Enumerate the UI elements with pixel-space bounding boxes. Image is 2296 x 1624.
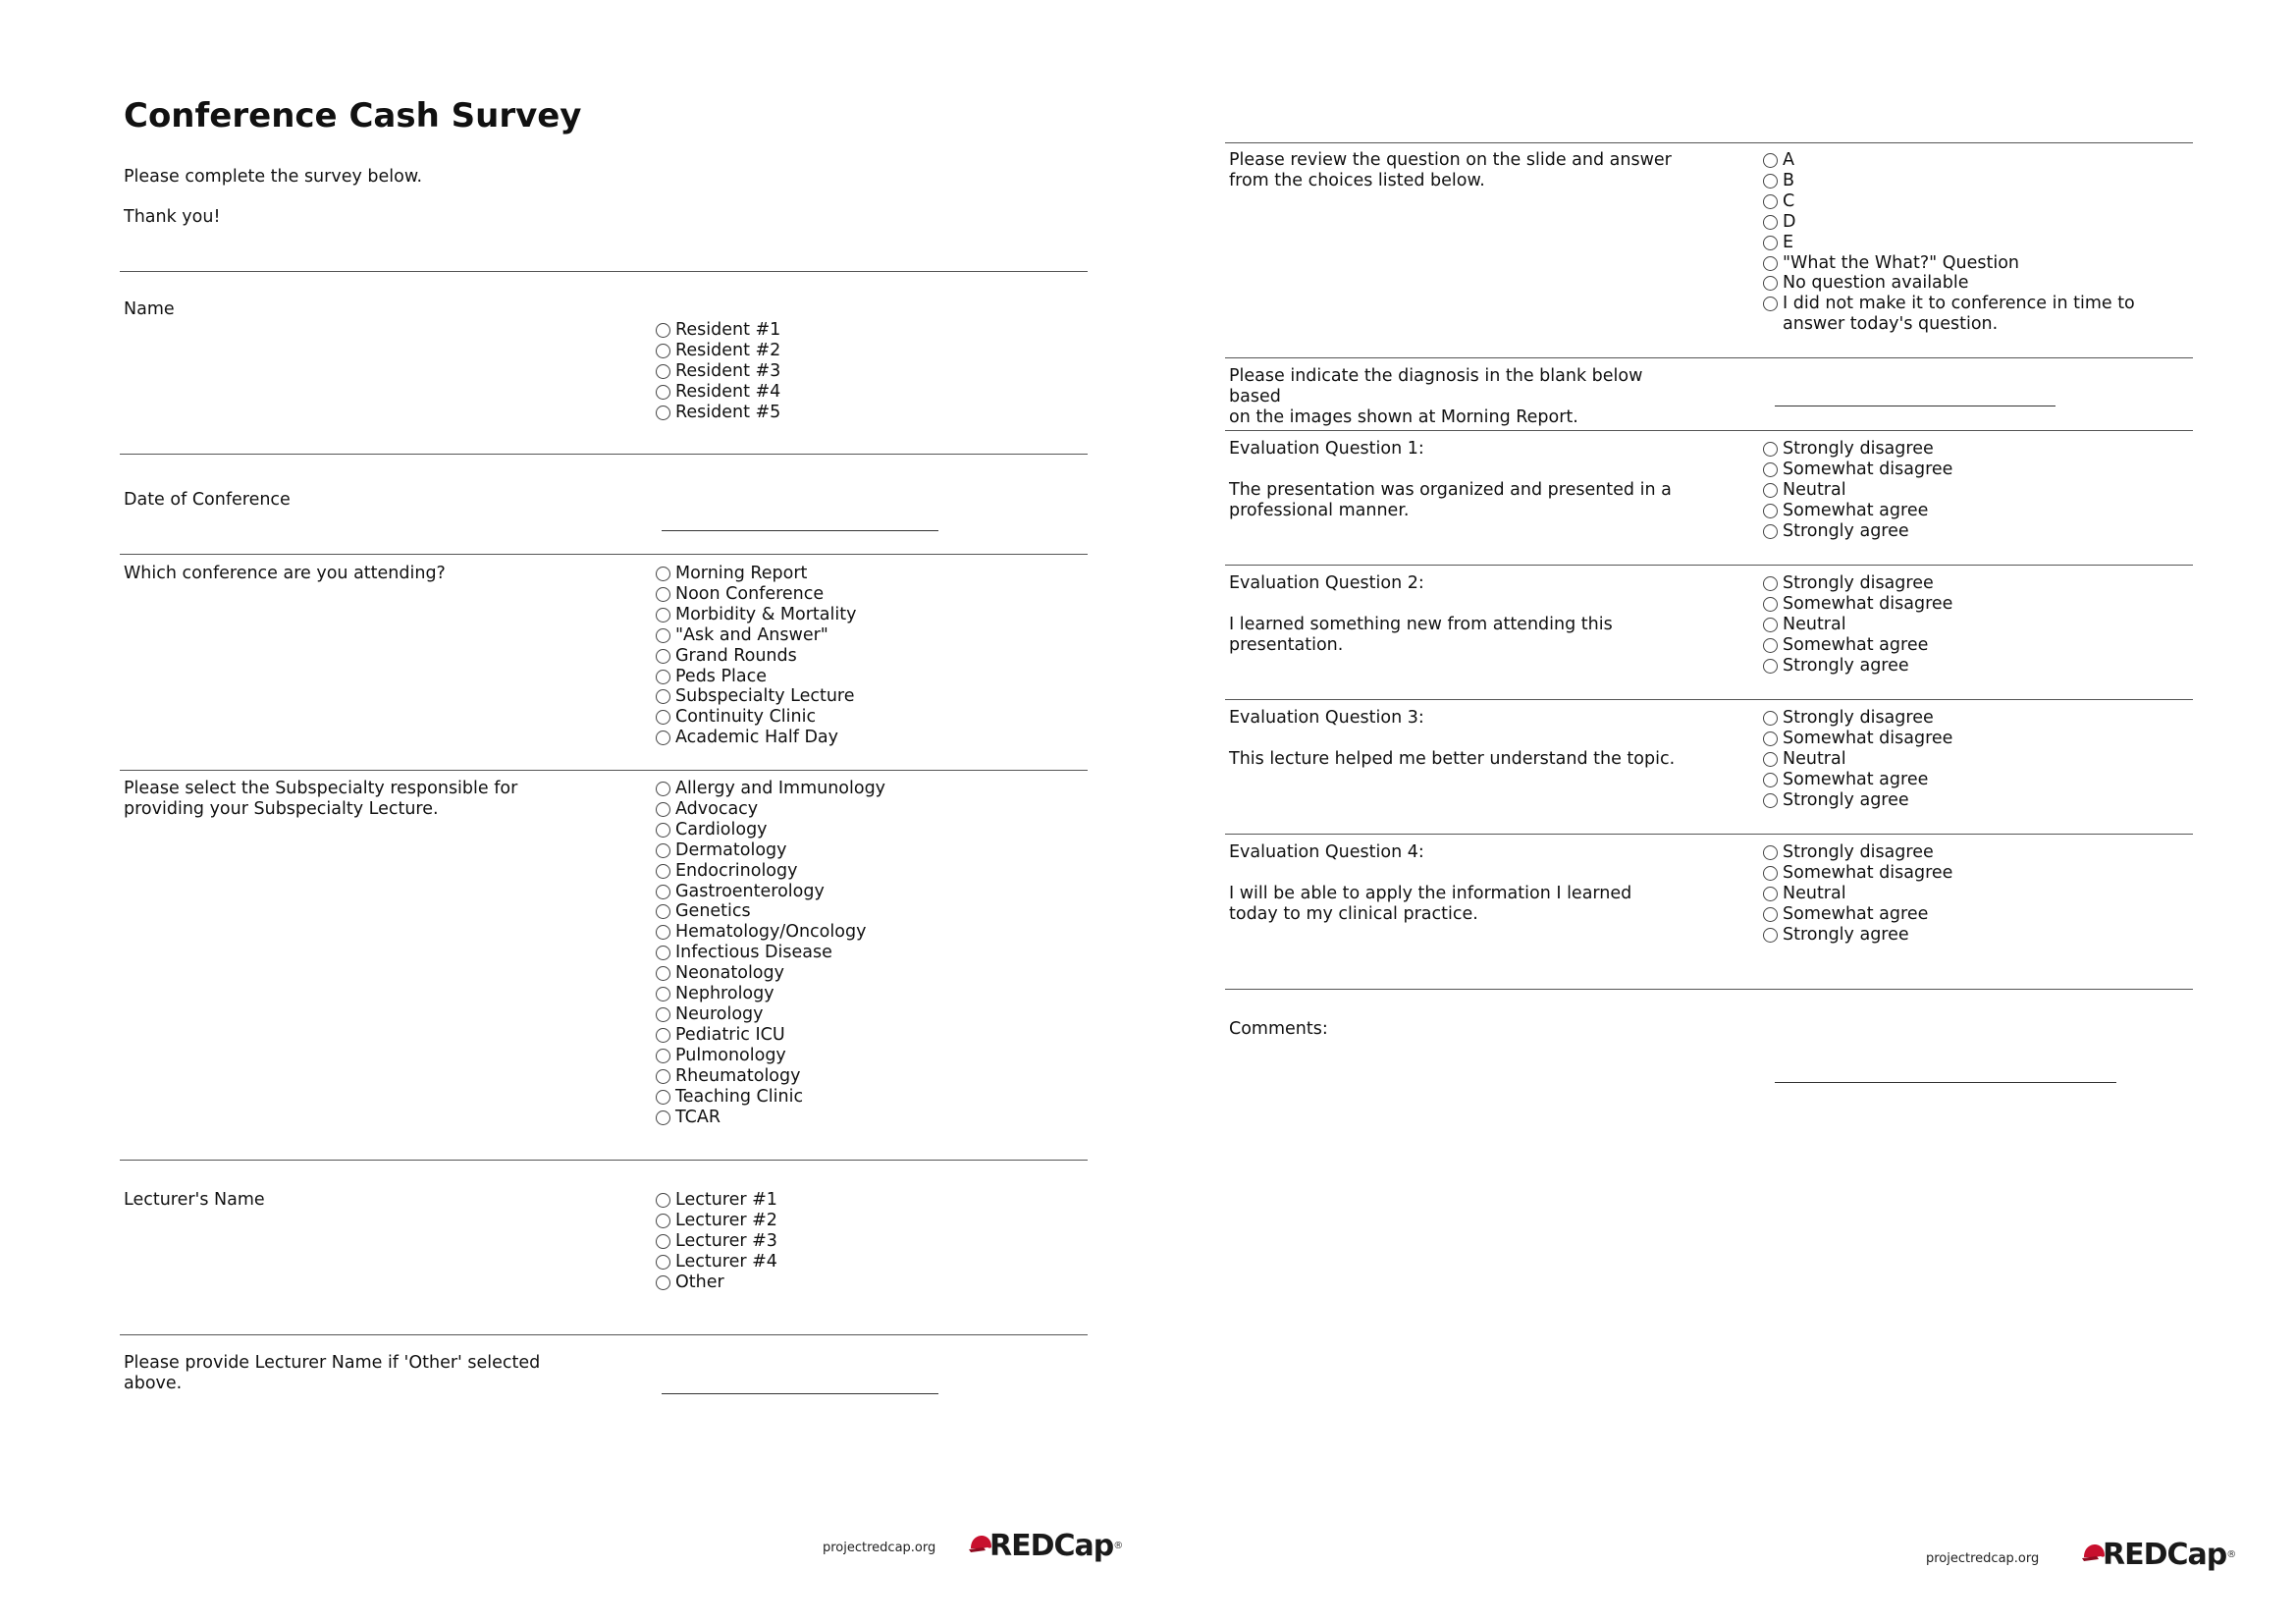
radio-option-label: Allergy and Immunology <box>675 779 886 798</box>
radio-option[interactable] <box>1763 233 2195 253</box>
radio-option-label: Neutral <box>1783 479 1846 500</box>
radio-option-label: Dermatology <box>675 839 787 860</box>
radio-option-label: Neurology <box>675 1003 764 1024</box>
radio-circle-icon[interactable] <box>1763 576 1778 591</box>
section-divider <box>1225 142 2193 143</box>
question-text-line: Please select the Subspecialty responsible for <box>124 779 518 798</box>
radio-option-label: Cardiology <box>675 819 768 839</box>
radio-option-label: Advocacy <box>675 798 759 819</box>
question-text-line: Please provide Lecturer Name if 'Other' selected <box>124 1353 541 1373</box>
question-text-line: I will be able to apply the information I learned <box>1229 884 1632 903</box>
radio-option-label: Noon Conference <box>675 583 825 604</box>
comments-input-line[interactable] <box>1775 1082 2116 1083</box>
radio-option-label: Lecturer #1 <box>675 1190 777 1210</box>
radio-option-label: Pulmonology <box>675 1045 786 1065</box>
question-text-line <box>1229 594 1690 615</box>
radio-circle-icon[interactable] <box>1763 618 1778 632</box>
radio-option-label: Resident #3 <box>675 360 781 381</box>
radio-option-label: Rheumatology <box>675 1065 801 1086</box>
radio-option[interactable] <box>1763 501 1952 521</box>
question-text-line: above. <box>124 1374 183 1393</box>
radio-option-label: Somewhat agree <box>1783 903 1929 924</box>
question-text-line: on the images shown at Morning Report. <box>1229 407 1578 427</box>
question-eval1-label <box>1229 439 1690 521</box>
radio-circle-icon[interactable] <box>1763 907 1778 922</box>
slide-answer-radio-group <box>1763 150 2195 335</box>
radio-option[interactable] <box>1763 656 1952 677</box>
radio-option-label: Morning Report <box>675 564 808 583</box>
radio-option-label: A <box>1783 150 1794 170</box>
radio-option-label: Neutral <box>1783 614 1846 634</box>
section-divider <box>1225 430 2193 431</box>
footer-url[interactable]: projectredcap.org <box>1926 1551 2040 1566</box>
radio-option-label: Strongly disagree <box>1783 708 1934 728</box>
radio-option-label: E <box>1783 232 1794 252</box>
registered-mark: ® <box>1113 1541 1124 1551</box>
radio-option-label: Pediatric ICU <box>675 1024 785 1045</box>
radio-option[interactable] <box>1763 212 2195 233</box>
radio-option[interactable] <box>1763 573 1952 594</box>
radio-circle-icon[interactable] <box>1763 153 1778 168</box>
radio-circle-icon[interactable] <box>1763 442 1778 457</box>
radio-circle-icon[interactable] <box>1763 174 1778 189</box>
question-eval2-label <box>1229 573 1690 656</box>
radio-option-label: Resident #2 <box>675 340 781 360</box>
eval2-radio-group <box>1763 573 1952 677</box>
radio-option-label: Resident #4 <box>675 381 781 402</box>
radio-option[interactable] <box>1763 191 2195 212</box>
question-text-line: Please indicate the diagnosis in the blank below based <box>1229 366 1643 406</box>
radio-option-label: Grand Rounds <box>675 645 797 666</box>
radio-option-label: Gastroenterology <box>675 881 825 901</box>
radio-option[interactable] <box>1763 171 2195 191</box>
radio-option[interactable] <box>1763 294 2195 335</box>
redcap-logo <box>2081 1538 2236 1572</box>
radio-option-label: Strongly agree <box>1783 655 1909 676</box>
radio-option[interactable] <box>1763 480 1952 501</box>
question-text-line: from the choices listed below. <box>1229 171 1485 190</box>
radio-option-label: Neutral <box>1783 748 1846 769</box>
radio-option-label: Somewhat disagree <box>1783 728 1953 748</box>
question-text-line: I learned something new from attending this <box>1229 615 1613 634</box>
footer-url[interactable]: projectredcap.org <box>823 1541 936 1555</box>
question-text-line <box>1229 460 1690 480</box>
radio-option[interactable] <box>1763 150 2195 171</box>
radio-option[interactable] <box>1763 521 1952 542</box>
radio-option-label: Nephrology <box>675 984 774 1004</box>
redcap-logo-text: REDCap <box>989 1529 1114 1563</box>
radio-circle-icon[interactable] <box>1763 752 1778 767</box>
eval3-radio-group <box>1763 708 1952 811</box>
question-comments-label: Comments: <box>1229 1019 1328 1039</box>
radio-option-label: No question available <box>1783 273 1969 294</box>
radio-option-label: Continuity Clinic <box>675 707 817 728</box>
radio-option[interactable] <box>1763 749 1952 770</box>
radio-circle-icon[interactable] <box>1763 793 1778 808</box>
radio-option-label: Neutral <box>1783 883 1846 903</box>
question-text-line: The presentation was organized and presented in a <box>1229 480 1672 500</box>
radio-option-label: B <box>1783 170 1795 190</box>
radio-option-label: Lecturer #3 <box>675 1230 777 1251</box>
question-text-line: Evaluation Question 2: <box>1229 573 1424 593</box>
question-text-line: presentation. <box>1229 635 1344 655</box>
radio-circle-icon[interactable] <box>1763 236 1778 250</box>
radio-circle-icon[interactable] <box>1763 215 1778 230</box>
radio-circle-icon[interactable] <box>1763 887 1778 901</box>
radio-option-label: Resident #1 <box>675 320 781 340</box>
survey-title: Conference Cash Survey <box>124 96 582 135</box>
radio-option[interactable] <box>1763 790 1952 811</box>
radio-option-label: Subspecialty Lecture <box>675 686 855 707</box>
radio-option[interactable] <box>1763 708 1952 729</box>
radio-option[interactable] <box>1763 439 1952 460</box>
survey-thanks: Thank you! <box>124 207 221 227</box>
radio-circle-icon[interactable] <box>1763 659 1778 674</box>
question-diagnosis-label <box>1229 366 1690 428</box>
radio-option-label: Lecturer #2 <box>675 1210 777 1230</box>
radio-circle-icon[interactable] <box>1763 597 1778 612</box>
redcap-logo-text: REDCap <box>2103 1538 2227 1572</box>
radio-circle-icon[interactable] <box>1763 256 1778 271</box>
radio-circle-icon[interactable] <box>1763 773 1778 787</box>
radio-option-label: Lecturer #4 <box>675 1251 777 1272</box>
radio-option-label: Academic Half Day <box>675 728 839 748</box>
question-eval3-label <box>1229 708 1690 770</box>
question-text-line <box>1229 863 1690 884</box>
survey-intro: Please complete the survey below. <box>124 167 423 187</box>
question-text-line: Please review the question on the slide and answer <box>1229 150 1672 170</box>
radio-option[interactable] <box>1763 842 1952 863</box>
radio-circle-icon[interactable] <box>1763 524 1778 539</box>
radio-circle-icon[interactable] <box>1763 711 1778 726</box>
registered-mark: ® <box>2226 1549 2237 1560</box>
question-date-label: Date of Conference <box>124 490 291 510</box>
radio-option[interactable] <box>1763 615 1952 635</box>
radio-circle-icon[interactable] <box>1763 276 1778 291</box>
radio-option[interactable] <box>1763 253 2195 274</box>
question-conference-label: Which conference are you attending? <box>124 564 446 583</box>
radio-option-label: Resident #5 <box>675 402 781 422</box>
radio-option-label: D <box>1783 211 1796 232</box>
radio-option[interactable] <box>1763 863 1952 884</box>
radio-option-label: Morbidity & Mortality <box>675 604 857 624</box>
radio-option-label: Strongly agree <box>1783 789 1909 810</box>
radio-option[interactable] <box>1763 460 1952 480</box>
radio-option-label: Peds Place <box>675 666 768 686</box>
radio-option-label: Somewhat agree <box>1783 500 1929 520</box>
radio-option[interactable] <box>1763 925 1952 946</box>
radio-option[interactable] <box>1763 904 1952 925</box>
radio-option-label: Strongly disagree <box>1783 842 1934 862</box>
question-text-line: today to my clinical practice. <box>1229 904 1478 924</box>
radio-circle-icon[interactable] <box>1763 462 1778 477</box>
radio-option-label: Infectious Disease <box>675 943 832 963</box>
question-slide-label <box>1229 150 1690 191</box>
radio-option-label: Teaching Clinic <box>675 1086 804 1107</box>
question-text-line: providing your Subspecialty Lecture. <box>124 799 439 819</box>
radio-option-label: Somewhat agree <box>1783 634 1929 655</box>
radio-option-label: Somewhat disagree <box>1783 593 1953 614</box>
question-text-line: Evaluation Question 1: <box>1229 439 1424 459</box>
radio-option-label: Somewhat disagree <box>1783 459 1953 479</box>
question-name-label: Name <box>124 299 175 319</box>
radio-option[interactable] <box>1763 273 2195 294</box>
radio-circle-icon[interactable] <box>1763 504 1778 518</box>
radio-option[interactable] <box>1763 635 1952 656</box>
radio-option-label: Other <box>675 1272 724 1292</box>
radio-option-label: Strongly disagree <box>1783 439 1934 459</box>
radio-circle-icon[interactable] <box>1763 731 1778 746</box>
radio-option-label: Strongly agree <box>1783 520 1909 541</box>
radio-option-label: C <box>1783 190 1795 211</box>
radio-circle-icon[interactable] <box>1763 928 1778 943</box>
eval4-radio-group <box>1763 842 1952 946</box>
radio-circle-icon[interactable] <box>1763 483 1778 498</box>
section-divider <box>1225 989 2193 990</box>
radio-option-label: Somewhat disagree <box>1783 862 1953 883</box>
question-text-line: Evaluation Question 4: <box>1229 842 1424 862</box>
question-eval4-label <box>1229 842 1690 925</box>
radio-option-label: Neonatology <box>675 963 784 984</box>
radio-option-label: TCAR <box>675 1107 721 1127</box>
radio-circle-icon[interactable] <box>1763 845 1778 860</box>
radio-option-label: "Ask and Answer" <box>675 624 828 645</box>
question-text-line <box>1229 729 1690 749</box>
radio-option-label: Strongly agree <box>1783 924 1909 945</box>
section-divider <box>1225 699 2193 700</box>
section-divider <box>1225 565 2193 566</box>
question-text-line: This lecture helped me better understand the topic. <box>1229 749 1676 769</box>
radio-option-label: Somewhat agree <box>1783 769 1929 789</box>
section-divider <box>1225 357 2193 358</box>
question-text-line: professional manner. <box>1229 501 1410 520</box>
radio-circle-icon[interactable] <box>1763 297 1778 311</box>
question-text-line: Evaluation Question 3: <box>1229 708 1424 728</box>
question-lecturer-label: Lecturer's Name <box>124 1190 265 1210</box>
section-divider <box>1225 834 2193 835</box>
radio-option-label: I did not make it to conference in time to answer today's question. <box>1783 294 2135 335</box>
radio-circle-icon[interactable] <box>1763 194 1778 209</box>
radio-circle-icon[interactable] <box>1763 638 1778 653</box>
radio-option[interactable] <box>1763 770 1952 790</box>
radio-option-label: Strongly disagree <box>1783 573 1934 593</box>
radio-option-label: Endocrinology <box>675 860 798 881</box>
radio-option-label: Hematology/Oncology <box>675 922 867 943</box>
radio-option[interactable] <box>1763 729 1952 749</box>
eval1-radio-group <box>1763 439 1952 542</box>
radio-option[interactable] <box>1763 884 1952 904</box>
radio-option-label: Genetics <box>675 901 751 922</box>
radio-option-label: "What the What?" Question <box>1783 252 2020 273</box>
radio-option[interactable] <box>1763 594 1952 615</box>
radio-circle-icon[interactable] <box>1763 866 1778 881</box>
